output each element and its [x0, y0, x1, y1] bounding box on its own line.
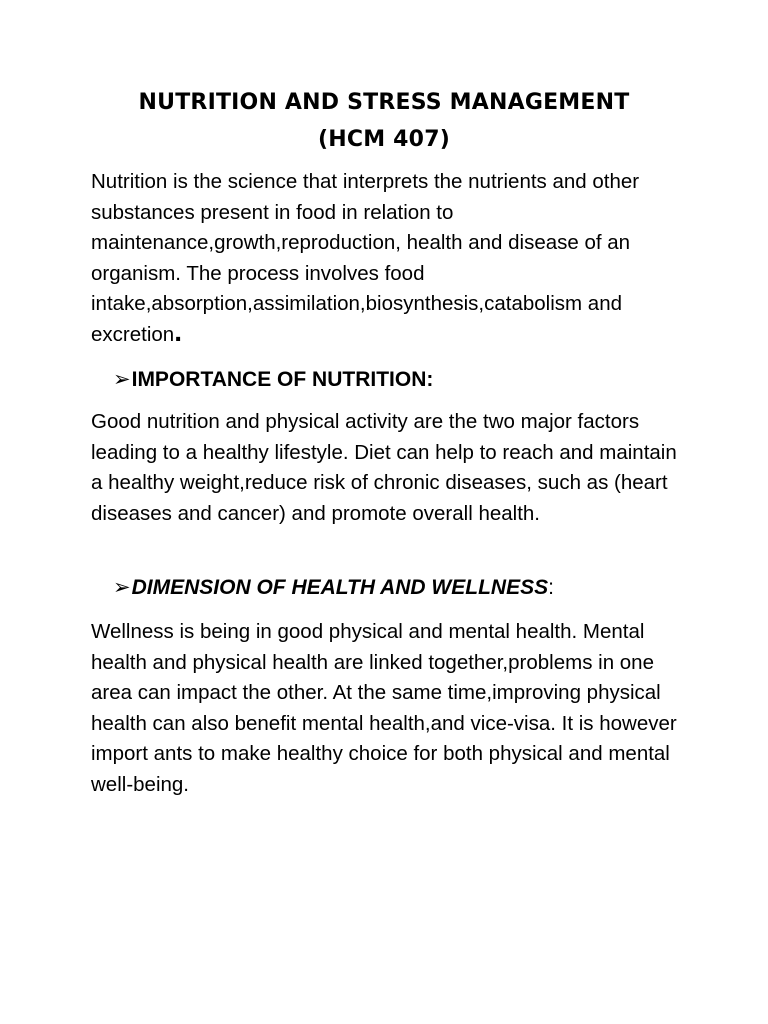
intro-text: Nutrition is the science that interprets the nutrients and other substances present in food in relation to maintenance,growth,reproduction, health and disease of an organism. The process involves food intake,absorption,assimilation,biosynthesis,catabolism and excretion — [91, 170, 640, 346]
section-heading-text: IMPORTANCE OF NUTRITION: — [131, 368, 434, 391]
course-code: (HCM 407) — [318, 127, 450, 152]
arrow-bullet-icon: ➢ — [113, 575, 131, 599]
wellness-paragraph: Wellness is being in good physical and mental health. Mental health and physical health are linked together,problems in one area can impact the other. At the same time,improving physical health can also benefit mental health,and vice-visa. It is however import ants to make healthy choice for both physical and mental well-being. — [91, 620, 677, 796]
section-heading-text: DIMENSION OF HEALTH AND WELLNESS — [131, 576, 549, 599]
importance-paragraph: Good nutrition and physical activity are the two major factors leading to a healthy lifestyle. Diet can help to reach and maintain a healthy weight,reduce risk of chronic diseases, such as (heart diseases and cancer) and promote overall health. — [91, 410, 677, 525]
section-heading-importance — [113, 367, 433, 392]
heading-colon: : — [548, 576, 554, 599]
document-title: NUTRITION AND STRESS MANAGEMENT — [138, 90, 630, 115]
intro-paragraph — [91, 167, 691, 351]
intro-end-mark: . — [174, 315, 182, 347]
arrow-bullet-icon: ➢ — [113, 367, 131, 391]
section-heading-dimension — [113, 575, 554, 600]
